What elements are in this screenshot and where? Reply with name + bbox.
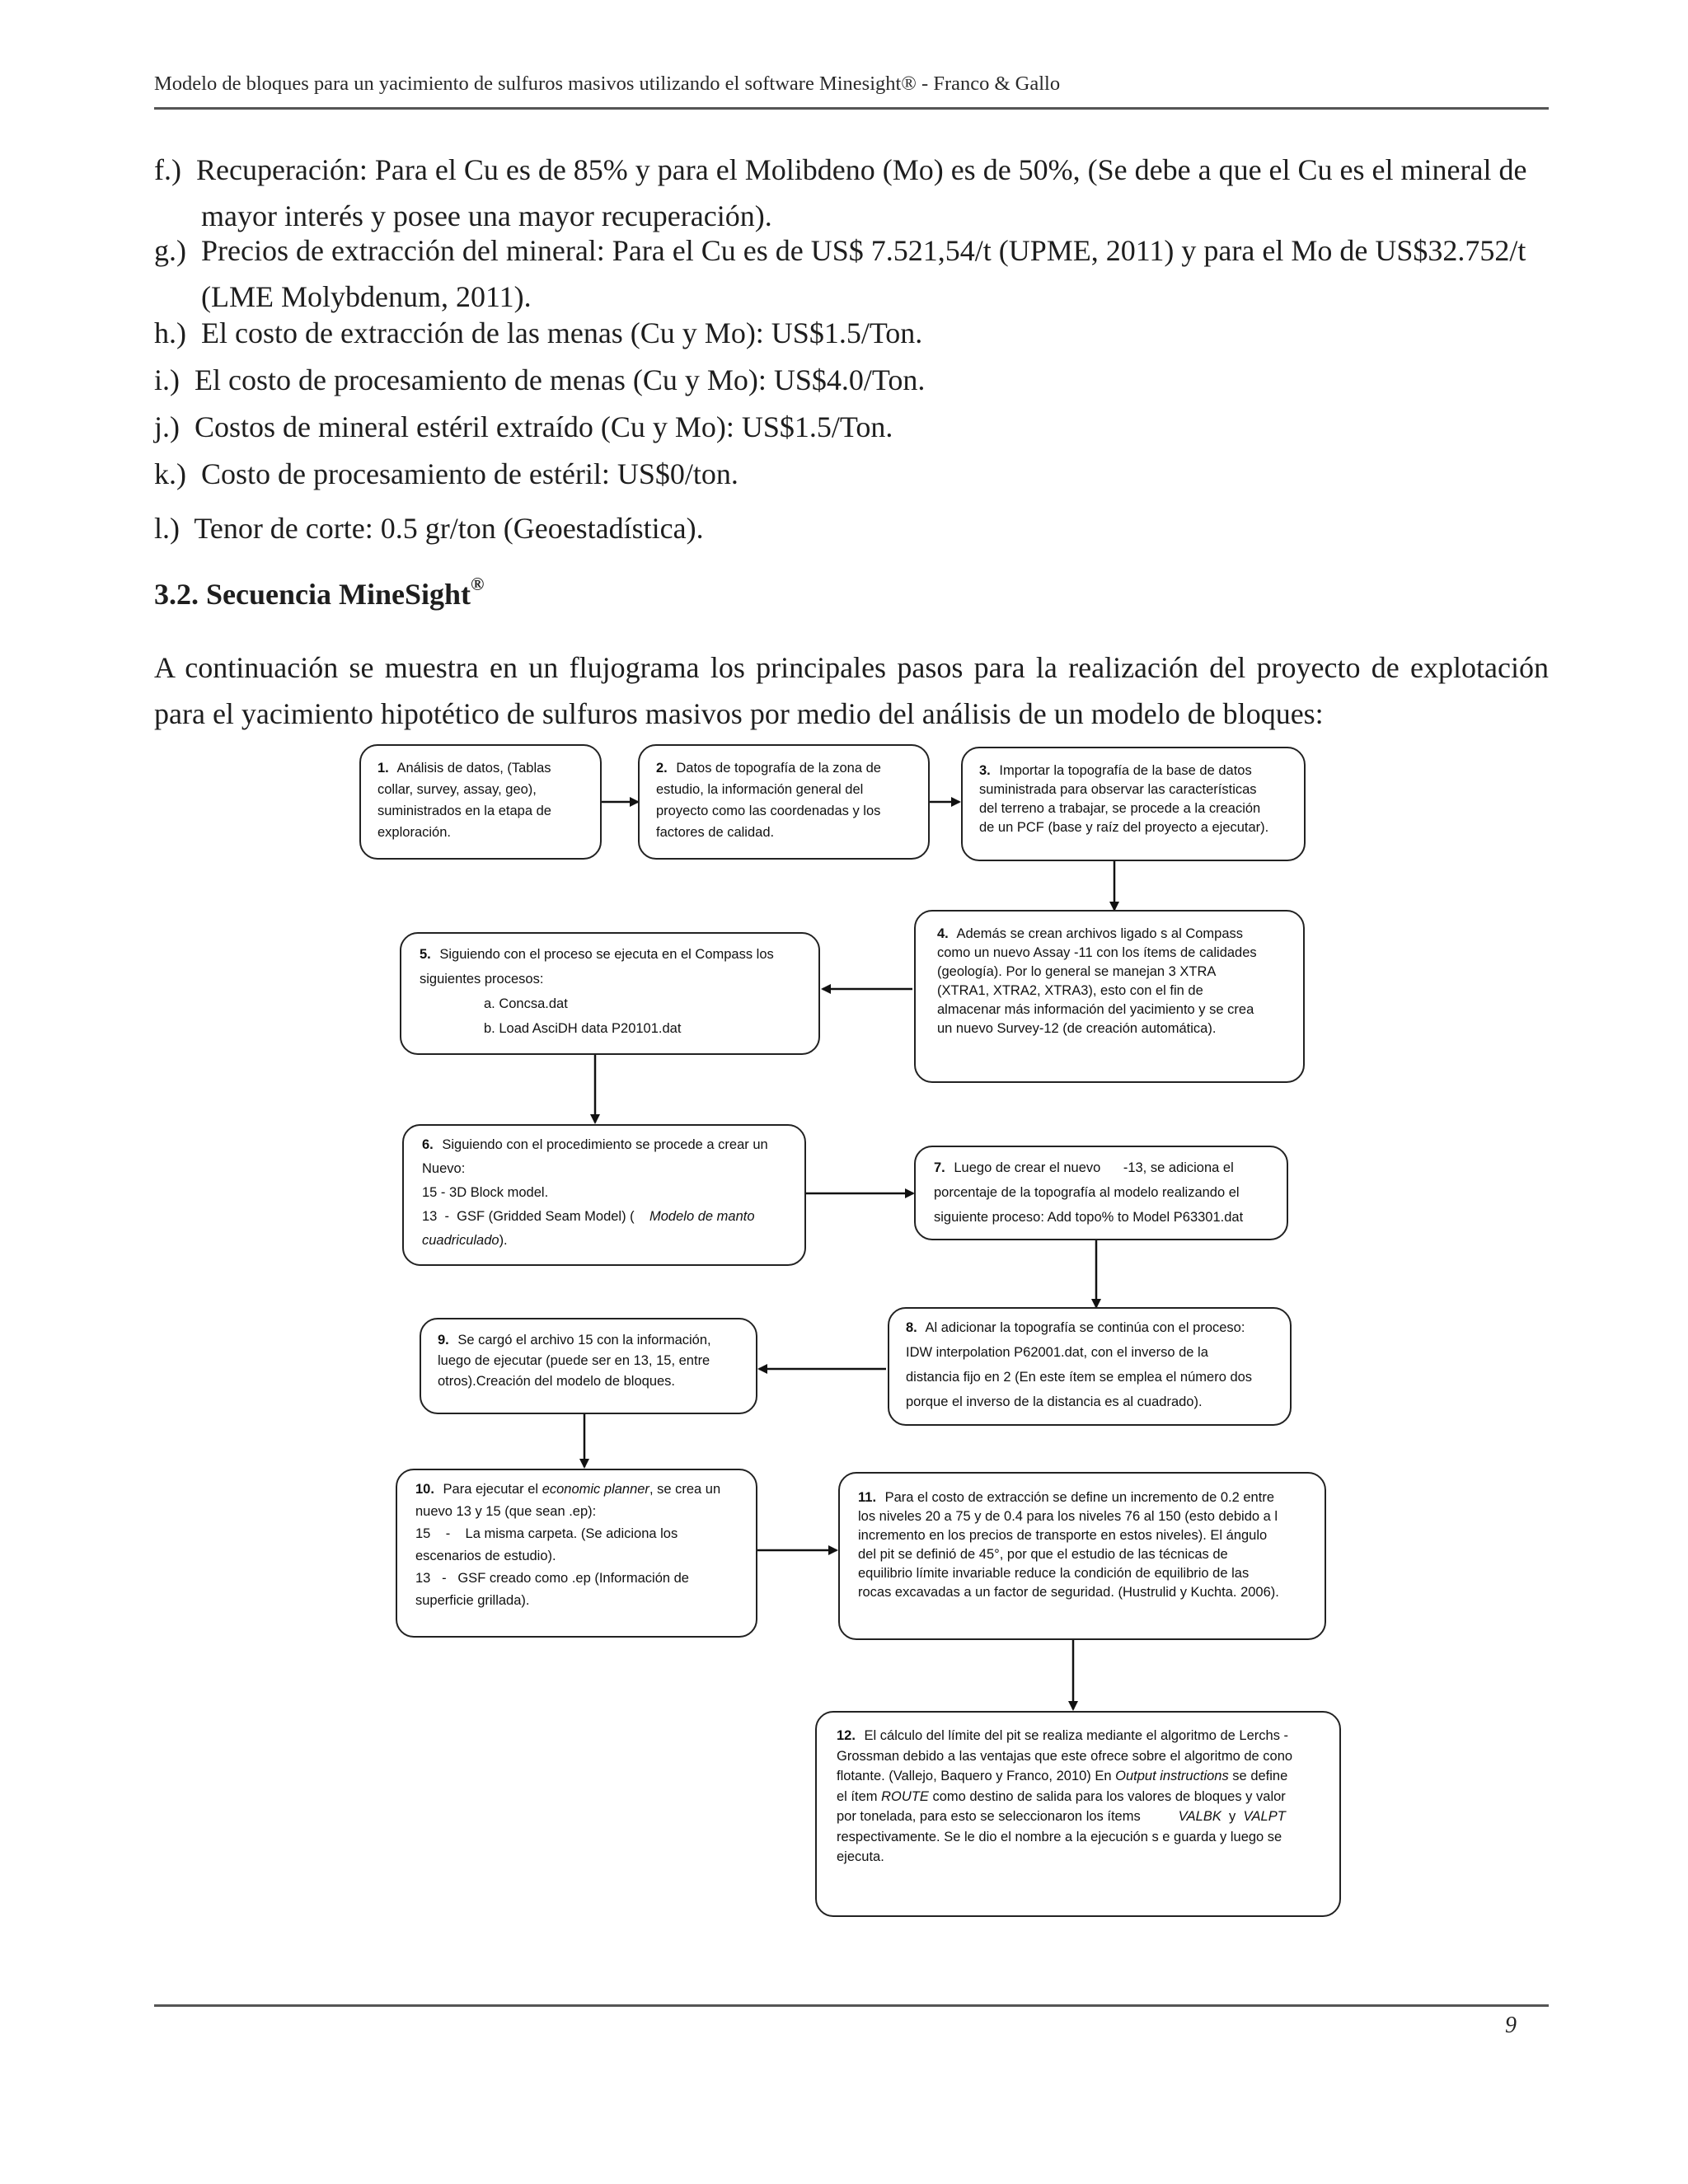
step-text: collar, survey, assay, geo), [377, 782, 537, 797]
step-text: IDW interpolation P62001.dat, con el inverso de la [906, 1345, 1208, 1360]
step-text: ). [499, 1233, 508, 1248]
step-text: Datos de topografía de la zona de [676, 761, 881, 776]
step-text: incremento en los precios de transporte en estos niveles). El ángulo [858, 1528, 1268, 1543]
list-marker: g.) [154, 234, 186, 267]
list-marker: h.) [154, 316, 186, 349]
step-number: 5. [420, 947, 431, 962]
list-marker: k.) [154, 457, 186, 490]
step-text: Además se crean archivos ligado s al Compass [956, 926, 1244, 941]
step-text: y [1221, 1809, 1244, 1824]
step-text: Para ejecutar el [443, 1482, 542, 1497]
section-title-text: 3.2. Secuencia MineSight [154, 578, 471, 611]
list-text-cont: mayor interés y posee una mayor recuperación). [201, 199, 772, 232]
step-text: Luego de crear el nuevo -13, se adiciona el [954, 1160, 1234, 1175]
step-number: 9. [438, 1333, 449, 1347]
intro-paragraph: A continuación se muestra en un flujograma los principales pasos para la realización del proyecto de explotación para el yacimiento hipotético de sulfuros masivos por medio del análisis de un modelo de bloques: [154, 651, 1549, 730]
step-number: 11. [858, 1490, 877, 1505]
step-text: 15 - La misma carpeta. (Se adiciona los [415, 1526, 678, 1541]
step-number: 1. [377, 761, 389, 776]
step-text: suministrados en la etapa de [377, 804, 551, 818]
flow-step-6 [402, 1124, 806, 1266]
step-number: 10. [415, 1482, 434, 1497]
step-text: , se crea un [649, 1482, 721, 1497]
flow-step-3 [961, 747, 1306, 861]
flow-step-8 [888, 1307, 1292, 1426]
list-marker: i.) [154, 363, 180, 396]
list-text: Costos de mineral estéril extraído (Cu y Mo): US$1.5/Ton. [195, 410, 893, 443]
list-text: Costo de procesamiento de estéril: US$0/ton. [201, 457, 738, 490]
step-text: el ítem [837, 1788, 882, 1804]
step-number: 6. [422, 1137, 434, 1152]
running-head: Modelo de bloques para un yacimiento de sulfuros masivos utilizando el software Minesight® - Franco & Gallo [154, 73, 1061, 95]
step-subitem: a. Concsa.dat [484, 996, 568, 1011]
step-text: de un PCF (base y raíz del proyecto a ejecutar). [979, 820, 1269, 835]
step-text: rocas excavadas a un factor de seguridad. (Hustrulid y Kuchta. 2006). [858, 1585, 1279, 1600]
step-number: 2. [656, 761, 668, 776]
step-text: porque el inverso de la distancia es al cuadrado). [906, 1394, 1203, 1409]
flow-step-1 [359, 744, 602, 860]
step-text: por tonelada, para esto se seleccionaron los ítems [837, 1809, 1179, 1824]
registered-mark: ® [471, 574, 485, 594]
step-text: Importar la topografía de la base de datos [999, 763, 1252, 778]
step-text: los niveles 20 a 75 y de 0.4 para los niveles 76 al 150 (esto debido a l [858, 1509, 1278, 1524]
step-number: 12. [837, 1728, 856, 1743]
step-text: distancia fijo en 2 (En este ítem se emplea el número dos [906, 1370, 1253, 1385]
step-text: se define [1228, 1769, 1288, 1783]
step-text: almacenar más información del yacimiento y se crea [937, 1002, 1254, 1017]
step-text: superficie grillada). [415, 1593, 530, 1608]
step-text: como destino de salida para los valores de bloques y valor [928, 1788, 1286, 1804]
step-text: factores de calidad. [656, 825, 775, 840]
step-text: estudio, la información general del [656, 782, 864, 797]
step-text: exploración. [377, 825, 451, 840]
step-text-italic: ROUTE [881, 1788, 929, 1804]
step-subitem: b. Load AsciDH data P20101.dat [484, 1021, 682, 1036]
step-number: 3. [979, 763, 991, 778]
step-text: (geología). Por lo general se manejan 3 XTRA [937, 964, 1217, 979]
step-text-italic: Output instructions [1115, 1769, 1229, 1783]
step-number: 8. [906, 1320, 917, 1335]
list-marker: f.) [154, 153, 181, 186]
step-text-italic: VALPT [1243, 1809, 1286, 1824]
step-text-italic: VALBK [1178, 1809, 1221, 1824]
flow-step-9 [420, 1318, 757, 1414]
flow-step-10 [396, 1469, 757, 1638]
step-text: Grossman debido a las ventajas que este ofrece sobre el algoritmo de cono [837, 1748, 1293, 1764]
step-text: porcentaje de la topografía al modelo realizando el [934, 1185, 1240, 1200]
step-text: un nuevo Survey-12 (de creación automática). [937, 1021, 1217, 1036]
step-text: suministrada para observar las características [979, 782, 1257, 797]
step-text-italic: cuadriculado [422, 1233, 499, 1248]
step-text: del terreno a trabajar, se procede a la creación [979, 801, 1261, 816]
flow-step-12 [815, 1711, 1341, 1917]
flow-step-2 [638, 744, 930, 860]
step-text: siguientes procesos: [420, 972, 544, 987]
step-text: respectivamente. Se le dio el nombre a la ejecución s e guarda y luego se [837, 1829, 1282, 1844]
step-text: Al adicionar la topografía se continúa con el proceso: [925, 1320, 1245, 1335]
step-text: Nuevo: [422, 1161, 466, 1176]
step-text-italic: Modelo de manto [649, 1209, 755, 1224]
step-text: otros).Creación del modelo de bloques. [438, 1374, 676, 1389]
step-text: escenarios de estudio). [415, 1549, 556, 1563]
list-text: Tenor de corte: 0.5 gr/ton (Geoestadística). [194, 512, 704, 545]
step-text-italic: economic planner [542, 1482, 649, 1497]
list-marker: l.) [154, 512, 180, 545]
list-text: Recuperación: Para el Cu es de 85% y para el Molibdeno (Mo) es de 50%, (Se debe a que el Cu es el mineral de [195, 153, 1527, 186]
step-text: Se cargó el archivo 15 con la información, [457, 1333, 711, 1347]
step-text: del pit se definió de 45°, por que el estudio de las técnicas de [858, 1547, 1228, 1562]
step-text: ejecuta. [837, 1849, 884, 1864]
list-text-cont: (LME Molybdenum, 2011). [201, 280, 532, 313]
step-text: luego de ejecutar (puede ser en 13, 15, entre [438, 1353, 710, 1368]
step-text: 15 - 3D Block model. [422, 1185, 549, 1200]
step-text: siguiente proceso: Add topo% to Model P63301.dat [934, 1210, 1244, 1225]
flow-step-11 [838, 1472, 1326, 1640]
step-text: (XTRA1, XTRA2, XTRA3), esto con el fin de [937, 983, 1203, 998]
step-number: 4. [937, 926, 949, 941]
step-number: 7. [934, 1160, 945, 1175]
list-text: El costo de procesamiento de menas (Cu y Mo): US$4.0/Ton. [195, 363, 926, 396]
page-number: 9 [1505, 2013, 1517, 2038]
step-text: Análisis de datos, (Tablas [396, 761, 551, 776]
flow-step-5 [400, 932, 820, 1055]
footer-rule [154, 2004, 1549, 2007]
step-text: proyecto como las coordenadas y los [656, 804, 881, 818]
step-text: Siguiendo con el proceso se ejecuta en el Compass los [439, 947, 774, 962]
step-text: 13 - GSF (Gridded Seam Model) ( [422, 1209, 650, 1224]
step-text: Siguiendo con el procedimiento se procede a crear un [442, 1137, 768, 1152]
step-text: nuevo 13 y 15 (que sean .ep): [415, 1504, 597, 1519]
step-text: equilibrio límite invariable reduce la condición de equilibrio de las [858, 1566, 1250, 1581]
list-text: El costo de extracción de las menas (Cu y Mo): US$1.5/Ton. [201, 316, 923, 349]
step-text: 13 - GSF creado como .ep (Información de [415, 1571, 689, 1586]
step-text: El cálculo del límite del pit se realiza mediante el algoritmo de Lerchs - [864, 1728, 1289, 1743]
list-marker: j.) [154, 410, 180, 443]
flow-step-7 [914, 1146, 1288, 1240]
flow-step-4 [914, 910, 1305, 1083]
step-text: Para el costo de extracción se define un incremento de 0.2 entre [884, 1490, 1274, 1505]
list-text: Precios de extracción del mineral: Para el Cu es de US$ 7.521,54/t (UPME, 2011) y para el Mo de US$32.752/t [201, 234, 1526, 267]
step-text: flotante. (Vallejo, Baquero y Franco, 2010) En [837, 1769, 1116, 1783]
step-text: como un nuevo Assay -11 con los ítems de calidades [937, 945, 1257, 960]
